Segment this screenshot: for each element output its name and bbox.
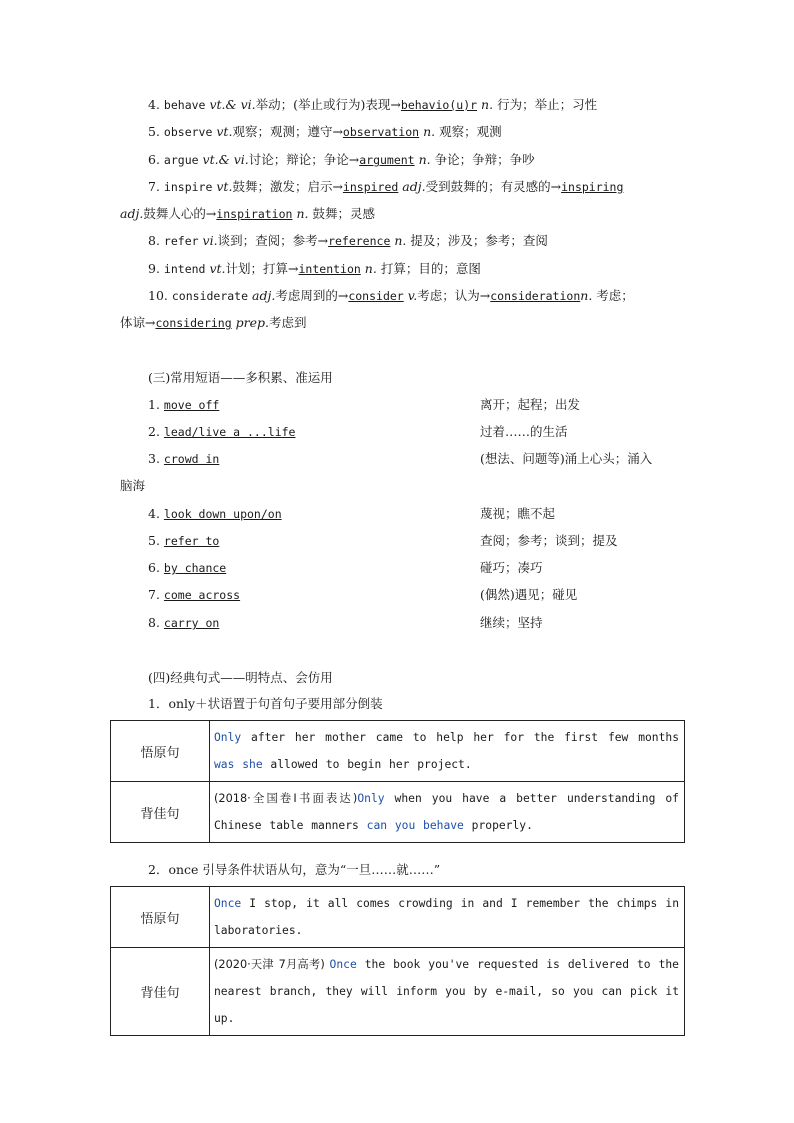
answer-blank: reference: [328, 234, 391, 248]
highlighted-word: Once: [214, 897, 242, 910]
sentence-fragment: (2018·全国卷Ⅰ书面表达): [214, 792, 358, 805]
phrase-item: 6. by chance 碰巧；凑巧: [148, 560, 543, 575]
sentence-fragment: (2020·天津 7月高考): [214, 958, 330, 971]
vocab-item-6: 6. argue vt.& vi.讨论；辩论；争论→argument n. 争论；争辩；争吵: [148, 152, 535, 167]
sentence-text: [210, 887, 685, 948]
sentence-fragment: allowed to begin her project.: [262, 758, 472, 771]
pattern-table-1: [110, 720, 685, 843]
answer-blank: consideration: [490, 289, 581, 303]
answer-blank: intention: [298, 262, 361, 276]
phrase-item: 5. refer to 查阅；参考；谈到；提及: [148, 533, 618, 548]
sentence-fragment: after her mother came to help her for the first few months: [241, 731, 679, 744]
highlighted-word: Once: [329, 958, 357, 971]
sentence-text: [210, 948, 685, 1036]
sentence-fragment: the book you've requested is delivered to the nearest branch, they will inform you by e-mail, so you can pick it up.: [214, 958, 679, 1025]
row-label: 悟原句: [111, 887, 210, 948]
phrase-item: 3. crowd in (想法、问题等)涌上心头；涌入: [148, 451, 653, 466]
sentence-text: [210, 721, 685, 782]
highlighted-word: was: [214, 758, 235, 771]
highlighted-word: can you behave: [366, 819, 464, 832]
vocab-item-4: 4. behave vt.& vi.举动；(举止或行为)表现→behavio(u)r n. 行为；举止；习性: [148, 97, 598, 112]
row-label: 悟原句: [111, 721, 210, 782]
pattern-table-2: [110, 886, 685, 1036]
row-label: 背佳句: [111, 948, 210, 1036]
vocab-item-10: 10. considerate adj.考虑周到的→consider v.考虑；认为→considerationn. 考虑；: [148, 288, 634, 303]
vocab-item-9: 9. intend vt.计划；打算→intention n. 打算；目的；意图: [148, 261, 481, 276]
highlighted-word: she: [242, 758, 263, 771]
pattern-title-2: 2．once 引导条件状语从句，意为“一旦……就……”: [148, 862, 441, 877]
phrase-item: 1. move off 离开；起程；出发: [148, 397, 581, 412]
answer-blank: argument: [359, 153, 415, 167]
answer-blank: consider: [348, 289, 404, 303]
sentence-fragment: I stop, it all comes crowding in and I remember the chimps in laboratories.: [214, 897, 679, 937]
phrase-item: 8. carry on 继续；坚持: [148, 615, 543, 630]
vocab-item-10-cont: 体谅→considering prep.考虑到: [120, 315, 307, 330]
highlighted-word: Only: [214, 731, 242, 744]
sentence-fragment: properly.: [463, 819, 533, 832]
vocab-item-7-cont: adj.鼓舞人心的→inspiration n. 鼓舞；灵感: [120, 206, 375, 221]
highlighted-word: Only: [357, 792, 385, 805]
answer-blank: inspiring: [561, 180, 624, 194]
phrase-item: 2. lead/live a ...life 过着……的生活: [148, 424, 568, 439]
answer-blank: inspired: [342, 180, 399, 194]
phrase-item: 4. look down upon/on 蔑视；瞧不起: [148, 506, 556, 521]
pattern-title-1: 1．only＋状语置于句首句子要用部分倒装: [148, 696, 383, 711]
section-title-sentences: (四)经典句式——明特点、会仿用: [148, 670, 333, 685]
sentence-text: [210, 782, 685, 843]
answer-blank: observation: [342, 125, 420, 139]
phrase-item-wrap: 脑海: [120, 478, 146, 493]
vocab-item-7: 7. inspire vt.鼓舞；激发；启示→inspired adj.受到鼓舞的；有灵感的→inspiring: [148, 179, 624, 194]
phrase-item: 7. come across (偶然)遇见；碰见: [148, 587, 578, 602]
vocab-item-8: 8. refer vi.谈到；查阅；参考→reference n. 提及；涉及；参考；查阅: [148, 233, 548, 248]
answer-blank: considering: [155, 316, 232, 330]
sentence-fragment: when you have a better understanding of Chinese table manners: [214, 792, 679, 832]
answer-blank: behavio(u)r: [400, 98, 478, 112]
section-title-phrases: (三)常用短语——多积累、准运用: [148, 370, 333, 385]
answer-blank: inspiration: [216, 207, 293, 221]
row-label: 背佳句: [111, 782, 210, 843]
vocab-item-5: 5. observe vt.观察；观测；遵守→observation n. 观察；观测: [148, 124, 502, 139]
